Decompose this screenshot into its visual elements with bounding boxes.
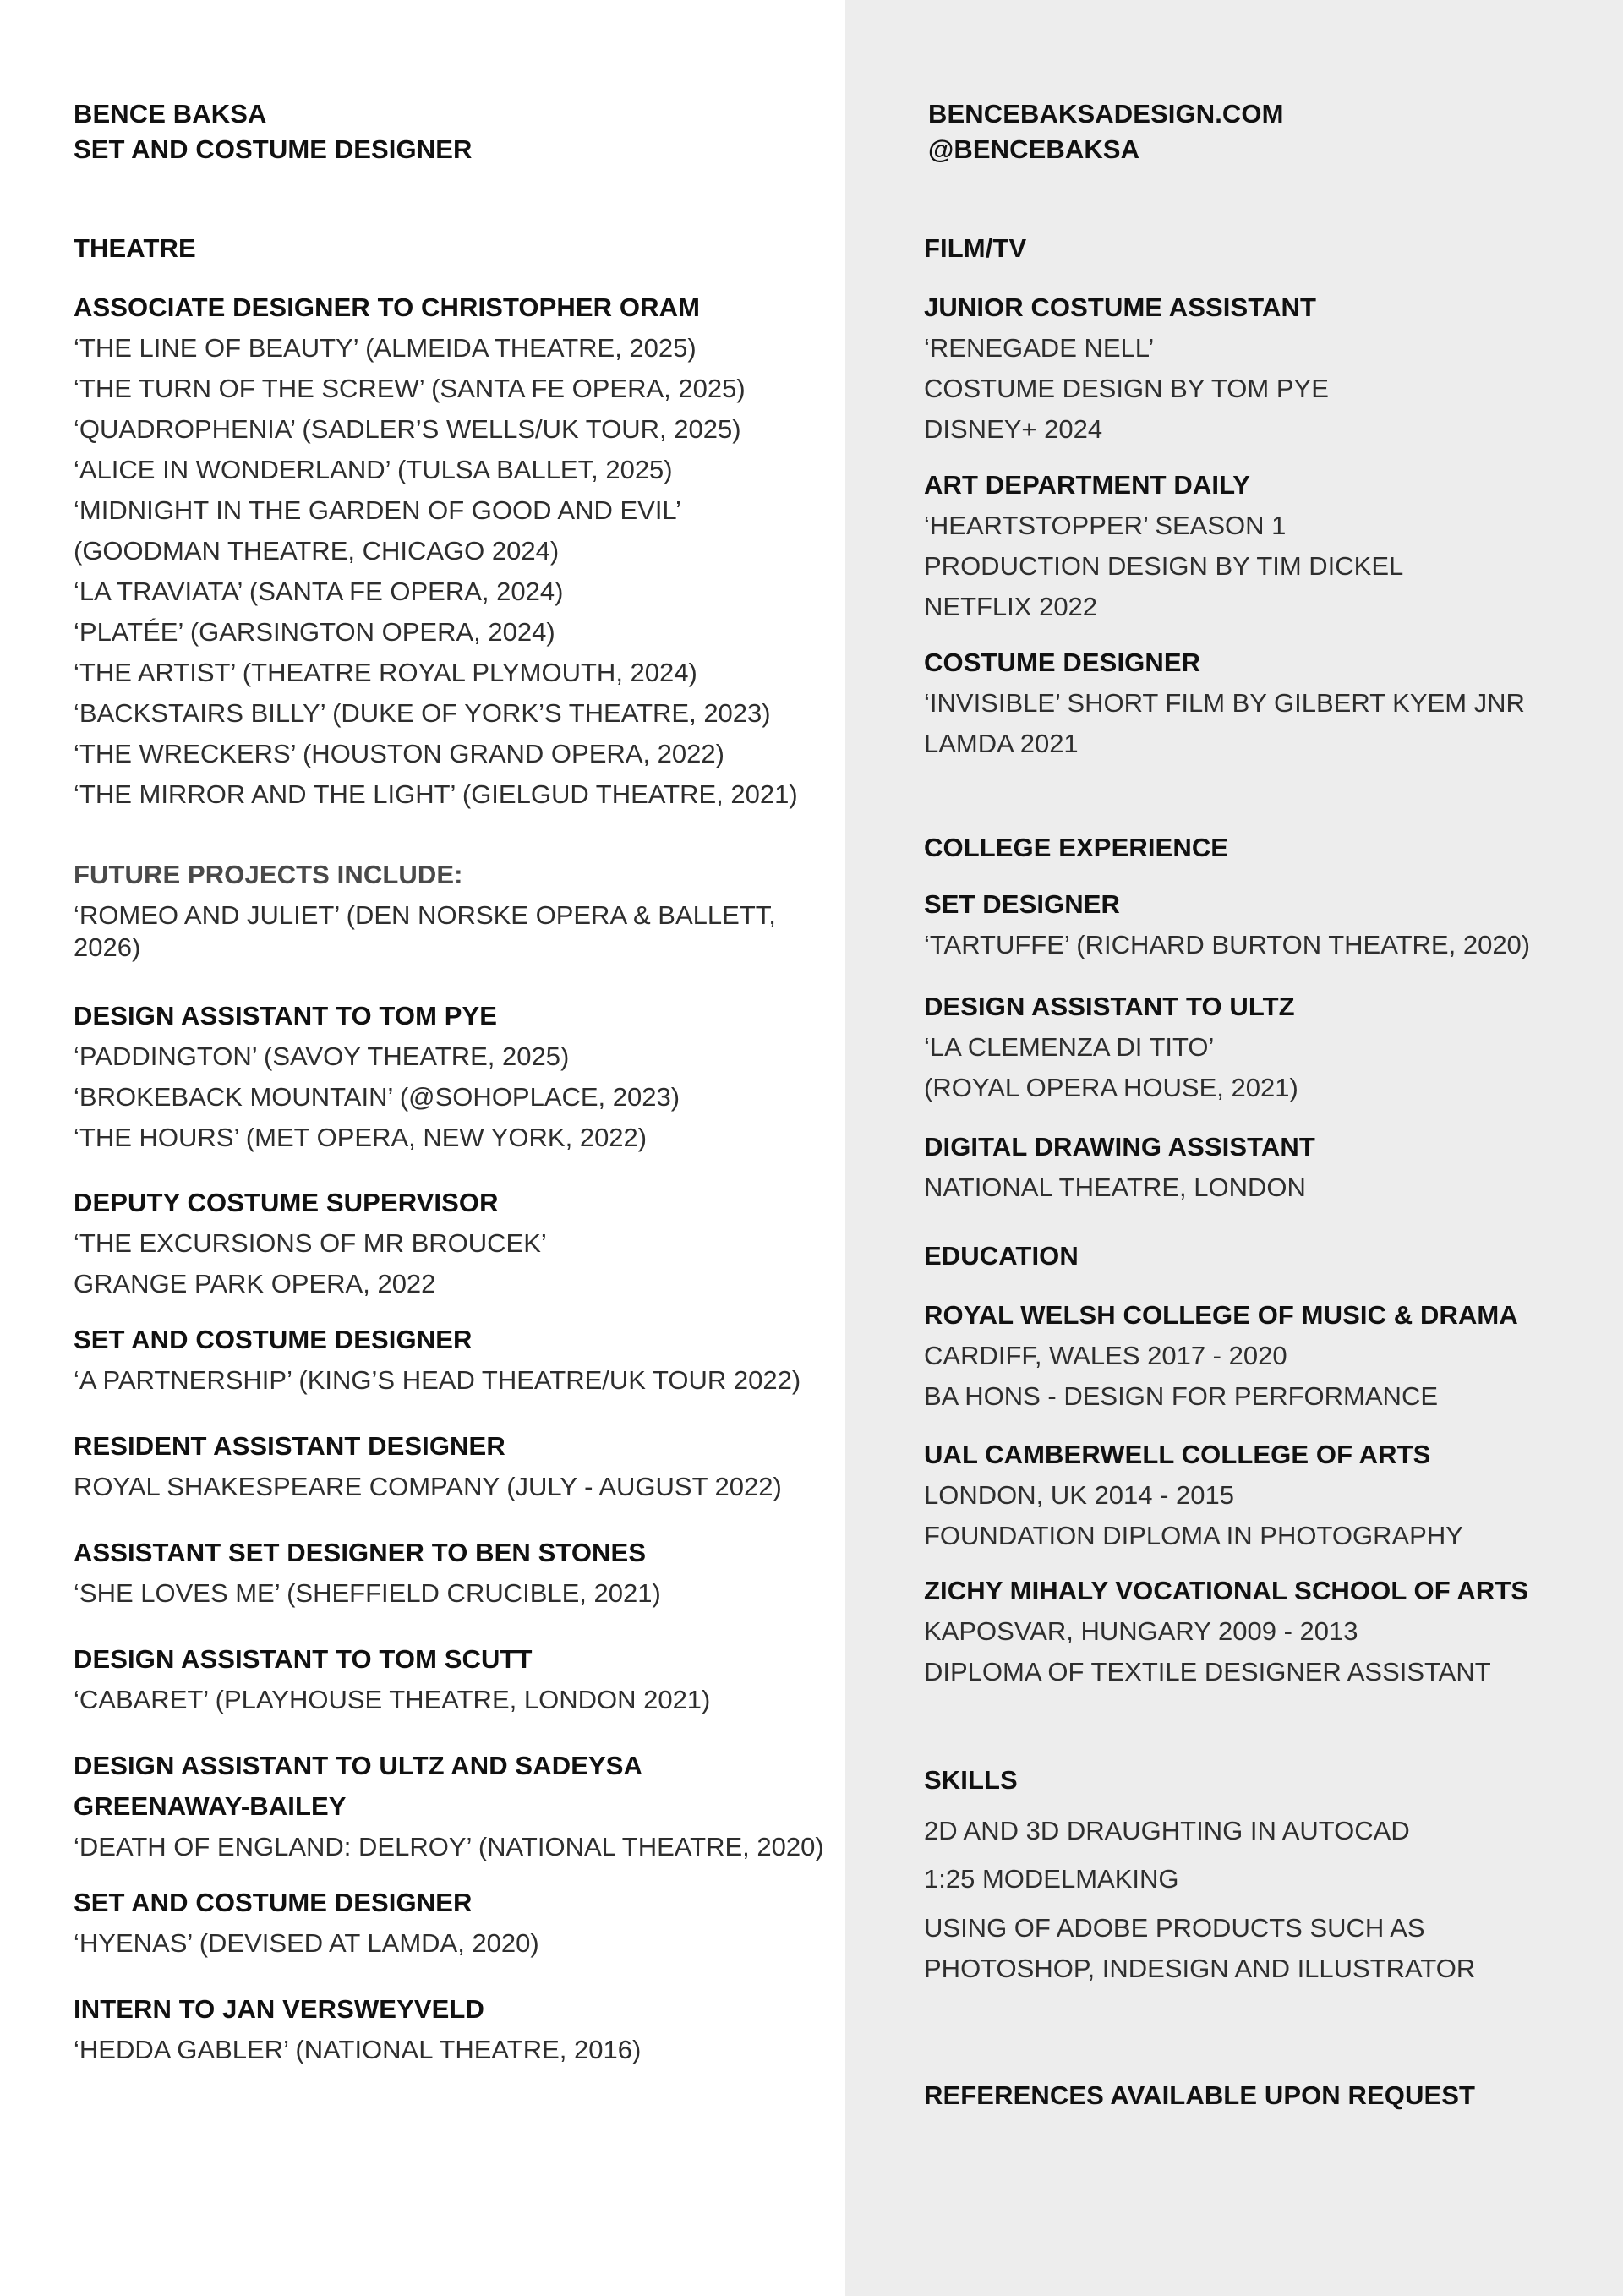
film-entry-title: JUNIOR COSTUME ASSISTANT [924, 292, 1316, 322]
list-item: ‘ALICE IN WONDERLAND’ (TULSA BALLET, 2025) [74, 455, 673, 484]
future-text: ‘ROMEO AND JULIET’ (DEN NORSKE OPERA & BALLETT, 2026) [74, 900, 776, 962]
stones-text: ‘SHE LOVES ME’ (SHEFFIELD CRUCIBLE, 2021) [74, 1578, 661, 1608]
list-item: ‘THE LINE OF BEAUTY’ (ALMEIDA THEATRE, 2025) [74, 333, 697, 363]
list-item: ‘THE EXCURSIONS OF MR BROUCEK’ [74, 1228, 547, 1258]
ultz-sadeysa-title-1: DESIGN ASSISTANT TO ULTZ AND SADEYSA [74, 1751, 643, 1780]
list-item: CARDIFF, WALES 2017 - 2020 [924, 1341, 1287, 1370]
list-item: NETFLIX 2022 [924, 592, 1098, 621]
college-entry-list [924, 1027, 1298, 1108]
list-item: ‘THE TURN OF THE SCREW’ (SANTA FE OPERA, 2025) [74, 374, 746, 403]
list-item: ‘INVISIBLE’ SHORT FILM BY GILBERT KYEM JNR [924, 688, 1525, 718]
list-item: ‘THE WRECKERS’ (HOUSTON GRAND OPERA, 2022) [74, 739, 724, 768]
list-item: ‘PLATÉE’ (GARSINGTON OPERA, 2024) [74, 617, 555, 647]
college-entry-title: SET DESIGNER [924, 889, 1121, 919]
education-entry-title: ZICHY MIHALY VOCATIONAL SCHOOL OF ARTS [924, 1576, 1529, 1605]
education-entry-title: ROYAL WELSH COLLEGE OF MUSIC & DRAMA [924, 1300, 1518, 1330]
list-item: LONDON, UK 2014 - 2015 [924, 1480, 1235, 1510]
college-entry-text: NATIONAL THEATRE, LONDON [924, 1173, 1306, 1202]
list-item: ‘THE ARTIST’ (THEATRE ROYAL PLYMOUTH, 2024) [74, 658, 697, 687]
deputy-list [74, 1223, 547, 1304]
deputy-title: DEPUTY COSTUME SUPERVISOR [74, 1188, 499, 1217]
list-item: ‘HEARTSTOPPER’ SEASON 1 [924, 511, 1287, 540]
education-entry-title: UAL CAMBERWELL COLLEGE OF ARTS [924, 1440, 1431, 1469]
film-entry-list [924, 506, 1403, 627]
list-item: PHOTOSHOP, INDESIGN AND ILLUSTRATOR [924, 1954, 1476, 1983]
scutt-text: ‘CABARET’ (PLAYHOUSE THEATRE, LONDON 2021) [74, 1685, 711, 1714]
list-item: GRANGE PARK OPERA, 2022 [74, 1269, 436, 1298]
list-item: DIPLOMA OF TEXTILE DESIGNER ASSISTANT [924, 1657, 1491, 1686]
film-entry-list [924, 328, 1329, 450]
list-item: DISNEY+ 2024 [924, 414, 1103, 444]
resident-title: RESIDENT ASSISTANT DESIGNER [74, 1431, 505, 1461]
partnership-title: SET AND COSTUME DESIGNER [74, 1325, 473, 1354]
college-entry-title: DESIGN ASSISTANT TO ULTZ [924, 992, 1295, 1021]
partnership-text: ‘A PARTNERSHIP’ (KING’S HEAD THEATRE/UK TOUR 2022) [74, 1365, 801, 1395]
social-handle[interactable]: @BENCEBAKSA [928, 134, 1140, 164]
skills-heading: SKILLS [924, 1765, 1018, 1795]
name: BENCE BAKSA [74, 99, 267, 128]
hyenas-text: ‘HYENAS’ (DEVISED AT LAMDA, 2020) [74, 1928, 539, 1958]
list-item: ‘PADDINGTON’ (SAVOY THEATRE, 2025) [74, 1041, 570, 1071]
skill-item: 1:25 MODELMAKING [924, 1864, 1179, 1894]
skill-item-multiline [924, 1908, 1475, 1989]
list-item: BA HONS - DESIGN FOR PERFORMANCE [924, 1381, 1439, 1411]
list-item: KAPOSVAR, HUNGARY 2009 - 2013 [924, 1616, 1358, 1646]
education-entry-list [924, 1611, 1491, 1692]
list-item: ‘MIDNIGHT IN THE GARDEN OF GOOD AND EVIL’ [74, 495, 681, 525]
list-item: ‘THE HOURS’ (MET OPERA, NEW YORK, 2022) [74, 1123, 648, 1152]
website-link[interactable]: BENCEBAKSADESIGN.COM [928, 99, 1284, 128]
ultz-sadeysa-text: ‘DEATH OF ENGLAND: DELROY’ (NATIONAL THEATRE, 2020) [74, 1832, 824, 1861]
tom-pye-list [74, 1036, 680, 1158]
list-item: PRODUCTION DESIGN BY TIM DICKEL [924, 551, 1404, 581]
list-item: USING OF ADOBE PRODUCTS SUCH AS [924, 1913, 1425, 1943]
list-item: ‘BACKSTAIRS BILLY’ (DUKE OF YORK’S THEATRE, 2023) [74, 698, 771, 728]
list-item: ‘QUADROPHENIA’ (SADLER’S WELLS/UK TOUR, 2025) [74, 414, 741, 444]
film-heading: FILM/TV [924, 233, 1027, 263]
future-title: FUTURE PROJECTS INCLUDE: [74, 860, 463, 889]
ultz-sadeysa-title-2: GREENAWAY-BAILEY [74, 1791, 347, 1821]
college-heading: COLLEGE EXPERIENCE [924, 833, 1229, 862]
scutt-title: DESIGN ASSISTANT TO TOM SCUTT [74, 1644, 533, 1674]
list-item: LAMDA 2021 [924, 729, 1079, 758]
list-item: COSTUME DESIGN BY TOM PYE [924, 374, 1329, 403]
film-entry-title: ART DEPARTMENT DAILY [924, 470, 1251, 500]
tom-pye-title: DESIGN ASSISTANT TO TOM PYE [74, 1001, 498, 1030]
resident-text: ROYAL SHAKESPEARE COMPANY (JULY - AUGUST 2022) [74, 1472, 782, 1501]
references-note: REFERENCES AVAILABLE UPON REQUEST [924, 2080, 1476, 2110]
skill-item: 2D AND 3D DRAUGHTING IN AUTOCAD [924, 1816, 1410, 1845]
associate-list [74, 328, 798, 815]
college-entry-title: DIGITAL DRAWING ASSISTANT [924, 1132, 1315, 1162]
education-heading: EDUCATION [924, 1241, 1079, 1271]
list-item: FOUNDATION DIPLOMA IN PHOTOGRAPHY [924, 1521, 1463, 1550]
stones-title: ASSISTANT SET DESIGNER TO BEN STONES [74, 1538, 647, 1567]
list-item: ‘THE MIRROR AND THE LIGHT’ (GIELGUD THEATRE, 2021) [74, 779, 798, 809]
list-item: ‘RENEGADE NELL’ [924, 333, 1155, 363]
film-entry-list [924, 683, 1525, 764]
education-entry-list [924, 1475, 1463, 1556]
list-item: ‘BROKEBACK MOUNTAIN’ (@SOHOPLACE, 2023) [74, 1082, 680, 1112]
intern-title: INTERN TO JAN VERSWEYVELD [74, 1994, 484, 2024]
list-item: (ROYAL OPERA HOUSE, 2021) [924, 1073, 1298, 1102]
theatre-heading: THEATRE [74, 233, 196, 263]
list-item: ‘LA CLEMENZA DI TITO’ [924, 1032, 1215, 1062]
film-entry-title: COSTUME DESIGNER [924, 648, 1201, 677]
hyenas-title: SET AND COSTUME DESIGNER [74, 1888, 473, 1917]
list-item: ‘LA TRAVIATA’ (SANTA FE OPERA, 2024) [74, 577, 564, 606]
college-entry-text: ‘TARTUFFE’ (RICHARD BURTON THEATRE, 2020) [924, 930, 1531, 959]
list-item: (GOODMAN THEATRE, CHICAGO 2024) [74, 536, 560, 566]
associate-title: ASSOCIATE DESIGNER TO CHRISTOPHER ORAM [74, 292, 700, 322]
role: SET AND COSTUME DESIGNER [74, 134, 473, 164]
intern-text: ‘HEDDA GABLER’ (NATIONAL THEATRE, 2016) [74, 2035, 642, 2064]
education-entry-list [924, 1336, 1438, 1417]
